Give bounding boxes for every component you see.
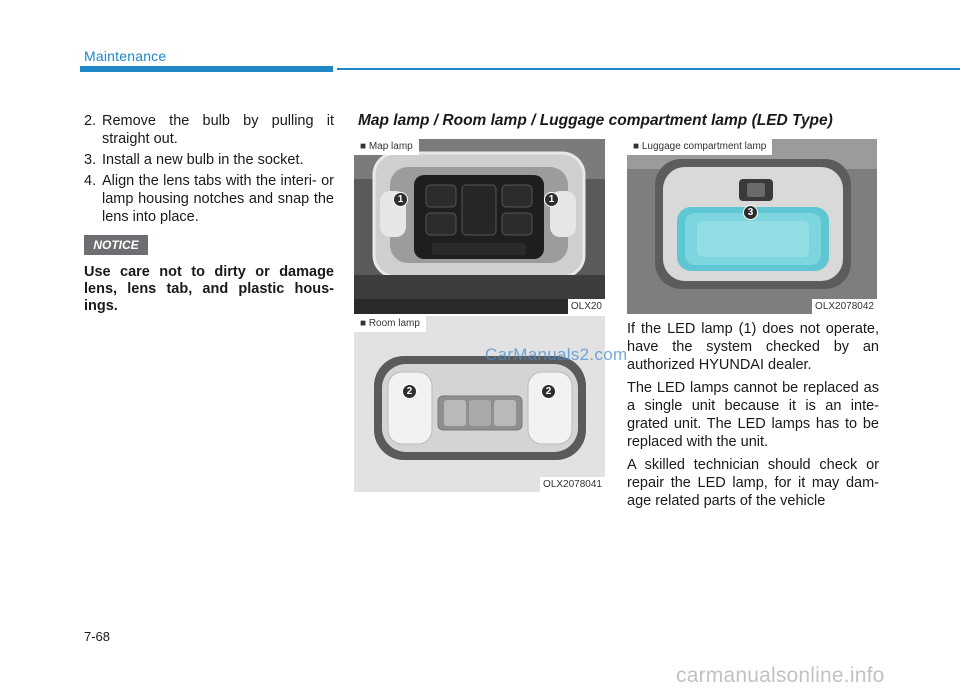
- step-number: 4.: [84, 173, 97, 189]
- callout-1-left: 1: [393, 192, 408, 207]
- step-3: [84, 151, 334, 169]
- callout-3: 3: [743, 205, 758, 220]
- notice-text: Use care not to dirty or damage lens, lens tab, and plastic hous- ings.: [84, 264, 334, 314]
- page-number: 7-68: [84, 629, 111, 644]
- note-paragraph-3: A skilled technician should check or repair the LED lamp, for it may dam- age related parts of the vehicle: [627, 457, 879, 509]
- step-text: Install a new bulb in the socket.: [102, 152, 304, 168]
- step-text: Align the lens tabs with the interi- or lamp housing notches and snap the lens into place.: [102, 173, 334, 225]
- step-text: Remove the bulb by pulling it straight out.: [102, 113, 334, 147]
- step-number: 2.: [84, 113, 97, 129]
- room-lamp-illustration: [354, 316, 605, 492]
- room-lamp-code: OLX2078041: [540, 477, 605, 492]
- watermark-text: CarManuals2.com: [485, 345, 628, 364]
- header-rule-thick: [80, 66, 333, 72]
- section-header: Maintenance: [84, 48, 167, 64]
- notice-badge: NOTICE: [84, 235, 148, 255]
- luggage-lamp-caption: ■ Luggage compartment lamp: [627, 139, 772, 155]
- step-number: 3.: [84, 152, 97, 168]
- map-lamp-photo: [354, 139, 605, 314]
- note-paragraph-1: If the LED lamp (1) does not operate, have the system checked by an authorized HYUNDAI dealer.: [627, 321, 879, 373]
- header-rule-thin: [337, 68, 960, 70]
- luggage-lamp-code: OLX2078042: [812, 299, 877, 314]
- footer-site-text: carmanualsonline.info: [676, 664, 885, 687]
- instruction-steps: [84, 112, 334, 229]
- callout-2-right: 2: [541, 384, 556, 399]
- room-lamp-caption: ■ Room lamp: [354, 316, 426, 332]
- luggage-lamp-illustration: [627, 139, 877, 314]
- section-title: Map lamp / Room lamp / Luggage compartment lamp (LED Type): [358, 112, 833, 129]
- map-lamp-illustration: [354, 139, 605, 314]
- callout-2-left: 2: [402, 384, 417, 399]
- room-lamp-photo: [354, 316, 605, 492]
- map-lamp-code: OLX20: [568, 299, 605, 314]
- map-lamp-caption: ■ Map lamp: [354, 139, 419, 155]
- step-4: [84, 172, 334, 226]
- note-paragraph-2: The LED lamps cannot be replaced as a single unit because it is an inte- grated unit. The LED lamps has to be replaced with the unit.: [627, 380, 879, 450]
- led-lamp-notes: [627, 320, 879, 515]
- step-2: [84, 112, 334, 148]
- callout-1-right: 1: [544, 192, 559, 207]
- luggage-lamp-photo: [627, 139, 877, 314]
